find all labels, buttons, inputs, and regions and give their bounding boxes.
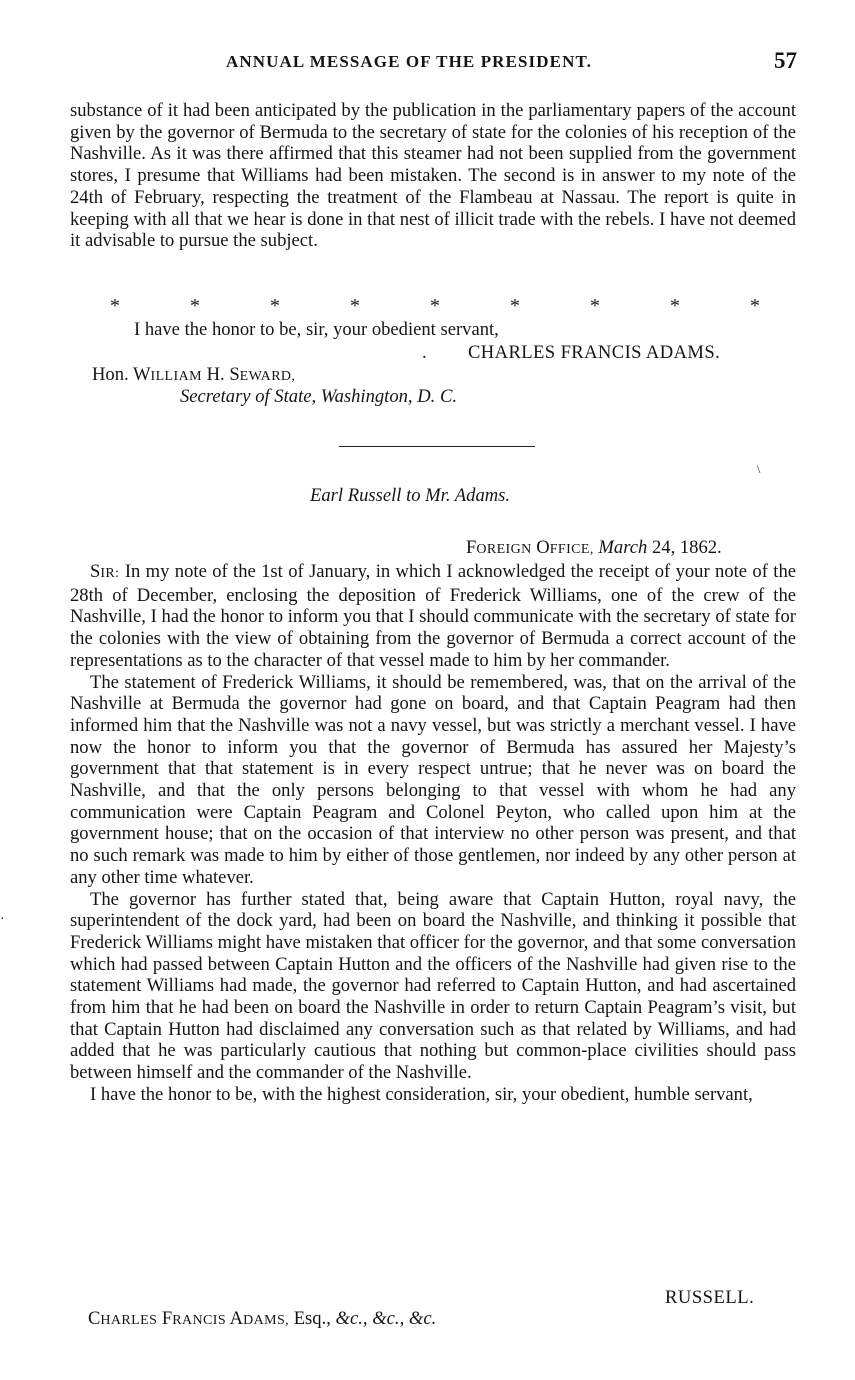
stray-mark: \ — [757, 462, 761, 476]
ellipsis-stars — [110, 296, 760, 316]
letter2-closing: I have the honor to be, with the highest consideration, sir, your obedient, humble servant, — [90, 1083, 753, 1105]
star: * — [270, 295, 280, 317]
addr-initial-a: A — [229, 1308, 244, 1329]
date-month: March — [598, 537, 648, 558]
place-rest-1: OREIGN — [476, 542, 532, 557]
star: * — [670, 295, 680, 317]
star: * — [510, 295, 520, 317]
running-header — [70, 50, 797, 76]
letter2-paragraph-2: The statement of Frederick Williams, it should be remembered, was, that on the arrival of the Nashville at Bermuda the governor had gone on board, and that Captain Peagram had then informed him that the Nashville was not a navy vessel, but was strictly a merchant vessel. I have now the honor to inform you that the governor of Bermuda has assured her Majesty’s government that that statement is in every respect untrue; that he never was on board the Nashville, and that the only persons belonging to that vessel with whom he had any communication were Captain Peagram and Colonel Peyton, who called upon him at the government house; that on the occasion of that interview no other person was present, and that no such remark was made to him by either of those gentlemen, nor indeed by any other person at any other time whatever. — [70, 671, 796, 888]
letter2-signature: RUSSELL. — [665, 1287, 755, 1308]
honorific: Hon. — [92, 364, 129, 385]
letter1-closing: I have the honor to be, sir, your obedient servant, — [134, 319, 499, 340]
place-rest-2: FFICE, — [549, 542, 594, 557]
letter2-body — [70, 561, 796, 1106]
letter1-addressee-title: Secretary of State, Washington, D. C. — [180, 386, 457, 407]
addressee-last-initial: S — [229, 364, 240, 385]
letter2-heading: Earl Russell to Mr. Adams. — [310, 485, 511, 506]
letter2-dateline — [466, 537, 722, 559]
stray-mark: · — [0, 912, 5, 927]
star: * — [430, 295, 440, 317]
star: * — [350, 295, 360, 317]
date-rest: 24, 1862. — [651, 537, 722, 558]
letter1-signature: CHARLES FRANCIS ADAMS. — [468, 342, 721, 363]
letter1-paragraph: substance of it had been anticipated by the publication in the parliamentary papers of the account given by the governor of Bermuda to the secretary of state for the colonies of his reception of the Nashville. As it was there affirmed that this steamer had not been supplied from the government stores, I presume that Williams had been mistaken. The second is in answer to my note of the 24th of February, respecting the treatment of the Flambeau at Nassau. The report is quite in keeping with all that we hear is done in that nest of illicit trade with the rebels. I have not deemed it advisable to pursue the subject. — [70, 100, 796, 252]
page-number: 57 — [774, 48, 797, 73]
letter2-paragraph-1 — [70, 561, 796, 672]
letter1-continuation — [70, 100, 796, 252]
stray-dot: . — [422, 342, 427, 363]
letter2-paragraph-3: The governor has further stated that, being aware that Captain Hutton, royal navy, the superintendent of the dock yard, had been on board the Nashville, and thinking it possible that Frederick Williams might have mistaken that officer for the governor, and that some conversation which had passed between Captain Hutton and the officers of the Nashville had given rise to the statement Williams had made, the governor had referred to Captain Hutton, and had ascertained from him that he had been on board the Nashville in order to return Captain Peagram’s visit, but that Captain Hutton had disclaimed any conversation such as that related by Williams, and had added that he was particularly cautious that nothing but common-place civilities should pass between himself and the commander of the Nashville. — [70, 888, 796, 1084]
addr-rest-1: HARLES — [100, 1313, 158, 1328]
section-divider — [339, 446, 535, 447]
letter2-addressee — [88, 1308, 436, 1330]
paragraph-text: In my note of the 1st of January, in which I acknowledged the receipt of your note of the 28th of December, enclosing the deposition of Frederick Williams, one of the crew of the Nashville, I had the honor to inform you that I should communicate with the secretary of state for the colonies with the view of obtaining from the governor of Bermuda a correct account of the representations as to the character of that vessel made to him by her commander. — [70, 561, 796, 671]
running-title: ANNUAL MESSAGE OF THE PRESIDENT. — [226, 52, 592, 71]
place-initial-o: O — [536, 537, 550, 558]
addressee-middle: H. — [206, 364, 225, 385]
star: * — [750, 295, 760, 317]
place-initial-f: F — [466, 537, 477, 558]
star: * — [110, 295, 120, 317]
addressee-last-rest: EWARD, — [239, 369, 296, 384]
salutation-initial: S — [90, 561, 101, 582]
addr-rest-3: DAMS, — [243, 1313, 290, 1328]
letter1-addressee-name — [92, 364, 295, 386]
salutation-rest: IR: — [100, 566, 120, 581]
addr-initial-f: F — [161, 1308, 173, 1329]
star: * — [190, 295, 200, 317]
addressee-first-initial: W — [132, 364, 151, 385]
addressee-first-rest: ILLIAM — [150, 369, 202, 384]
addressee-etc: &c., &c., &c. — [335, 1308, 437, 1329]
star: * — [590, 295, 600, 317]
addr-rest-2: RANCIS — [172, 1313, 227, 1328]
addr-initial-c: C — [88, 1308, 101, 1329]
addressee-esq: Esq., — [293, 1308, 331, 1329]
